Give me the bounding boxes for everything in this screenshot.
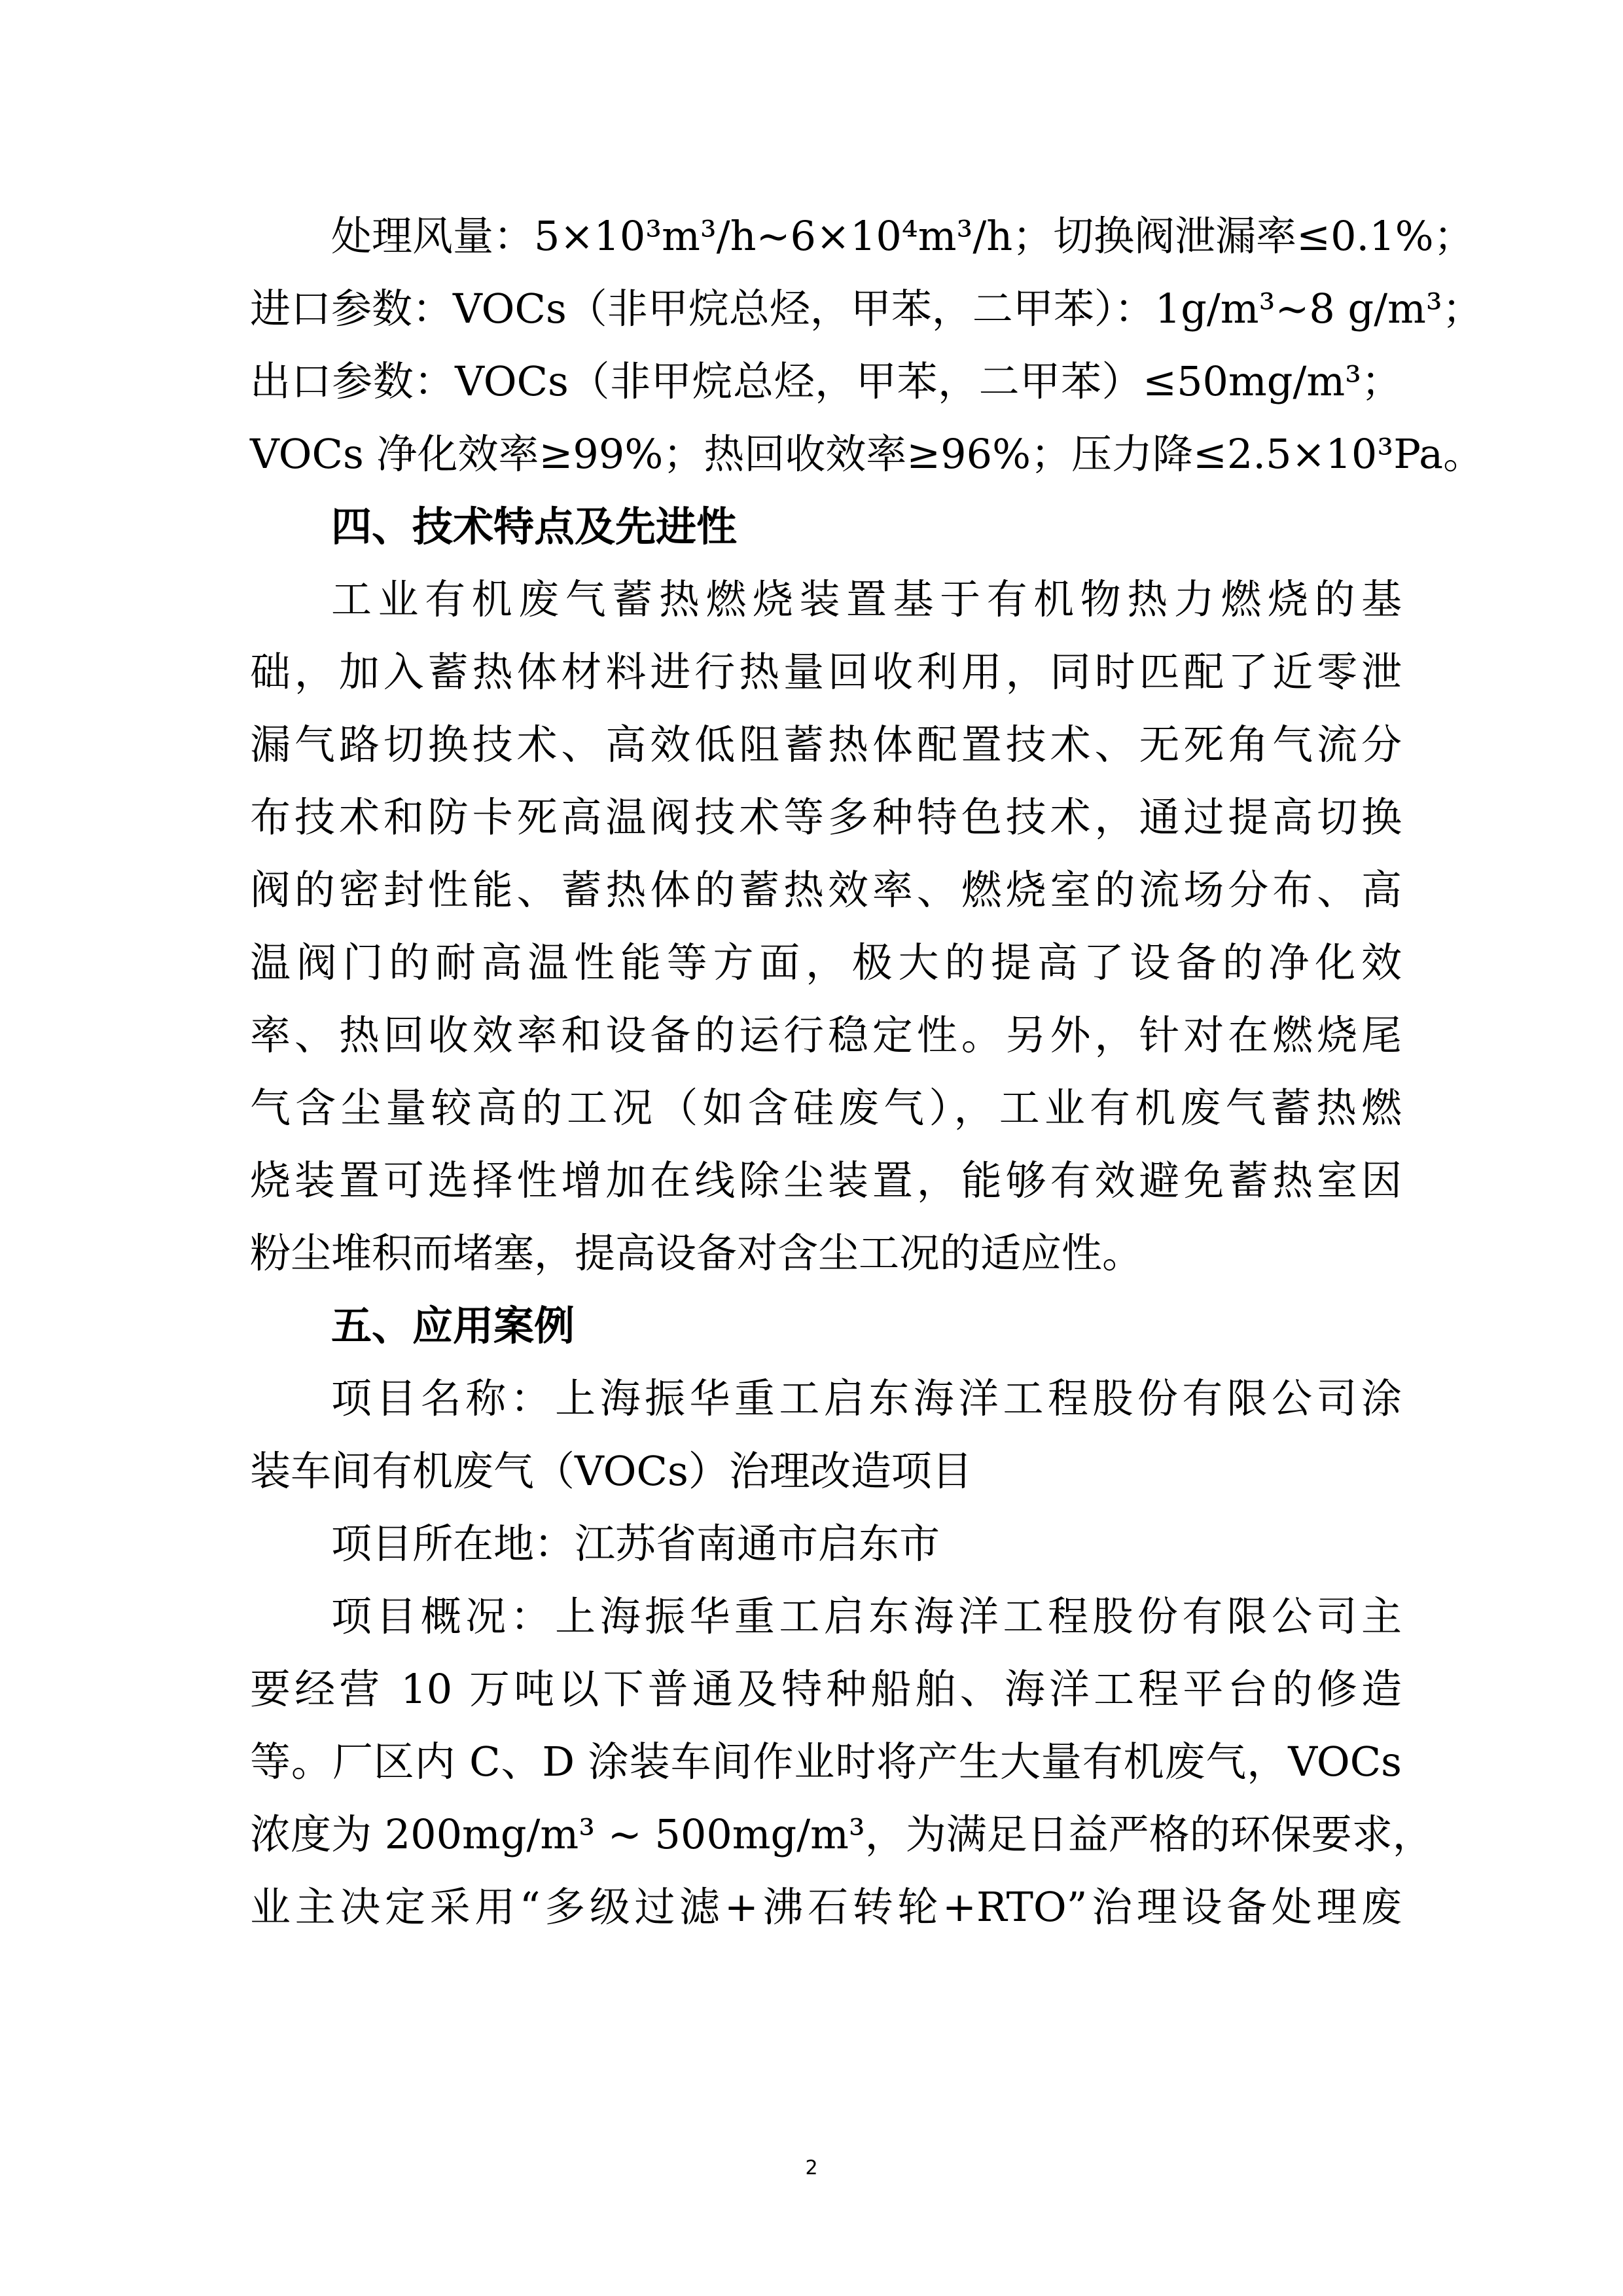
- features-paragraph: [250, 563, 1402, 1289]
- text-line: 工业有机废气蓄热燃烧装置基于有机物热力燃烧的基: [331, 575, 1402, 623]
- text-line: 等。厂区内 C、D 涂装车间作业时将产生大量有机废气，VOCs: [250, 1738, 1402, 1785]
- page-number: 2: [805, 2157, 818, 2179]
- parameters-paragraph: [250, 200, 1484, 490]
- text-line: 要经营 10 万吨以下普通及特种船舶、海洋工程平台的修造: [250, 1665, 1402, 1713]
- text-line: 进口参数：VOCs（非甲烷总烃，甲苯，二甲苯）：1g/m³~8 g/m³；: [250, 285, 1483, 332]
- text-line: 漏气路切换技术、高效低阻蓄热体配置技术、无死角气流分: [250, 721, 1402, 768]
- document-page: [250, 200, 1484, 1943]
- text-line: 布技术和防卡死高温阀技术等多种特色技术，通过提高切换: [250, 793, 1402, 841]
- text-line: 气含尘量较高的工况（如含硅废气），工业有机废气蓄热燃: [250, 1084, 1402, 1132]
- text-line: 础，加入蓄热体材料进行热量回收利用，同时匹配了近零泄: [250, 648, 1402, 696]
- text-line: VOCs 净化效率≥99%；热回收效率≥96%；压力降≤2.5×10³Pa。: [250, 430, 1484, 478]
- text-line: 项目名称：上海振华重工启东海洋工程股份有限公司涂: [331, 1374, 1402, 1422]
- text-line: 项目概况：上海振华重工启东海洋工程股份有限公司主: [331, 1592, 1402, 1640]
- text-line: 出口参数：VOCs（非甲烷总烃，甲苯，二甲苯）≤50mg/m³；: [250, 357, 1402, 405]
- project-name-paragraph: [250, 1362, 1402, 1507]
- section-heading-5: 五、应用案例: [331, 1302, 575, 1350]
- text-line: 装车间有机废气（VOCs）治理改造项目: [250, 1447, 972, 1495]
- section-heading-4: 四、技术特点及先进性: [331, 503, 738, 550]
- text-line: 烧装置可选择性增加在线除尘装置，能够有效避免蓄热室因: [250, 1157, 1402, 1204]
- text-line: 处理风量：5×10³m³/h~6×10⁴m³/h；切换阀泄漏率≤0.1%；: [331, 212, 1474, 260]
- text-line: 阀的密封性能、蓄热体的蓄热效率、燃烧室的流场分布、高: [250, 866, 1402, 914]
- project-location-paragraph: 项目所在地：江苏省南通市启东市: [331, 1520, 940, 1568]
- text-line: 浓度为 200mg/m³ ~ 500mg/m³，为满足日益严格的环保要求，: [250, 1810, 1433, 1858]
- text-line: 温阀门的耐高温性能等方面，极大的提高了设备的净化效: [250, 939, 1402, 986]
- text-line: 粉尘堆积而堵塞，提高设备对含尘工况的适应性。: [250, 1229, 1143, 1277]
- text-line: 率、热回收效率和设备的运行稳定性。另外，针对在燃烧尾: [250, 1011, 1402, 1059]
- project-overview-paragraph: [250, 1580, 1433, 1943]
- text-line: 业主决定采用“多级过滤+沸石转轮+RTO”治理设备处理废: [250, 1883, 1402, 1931]
